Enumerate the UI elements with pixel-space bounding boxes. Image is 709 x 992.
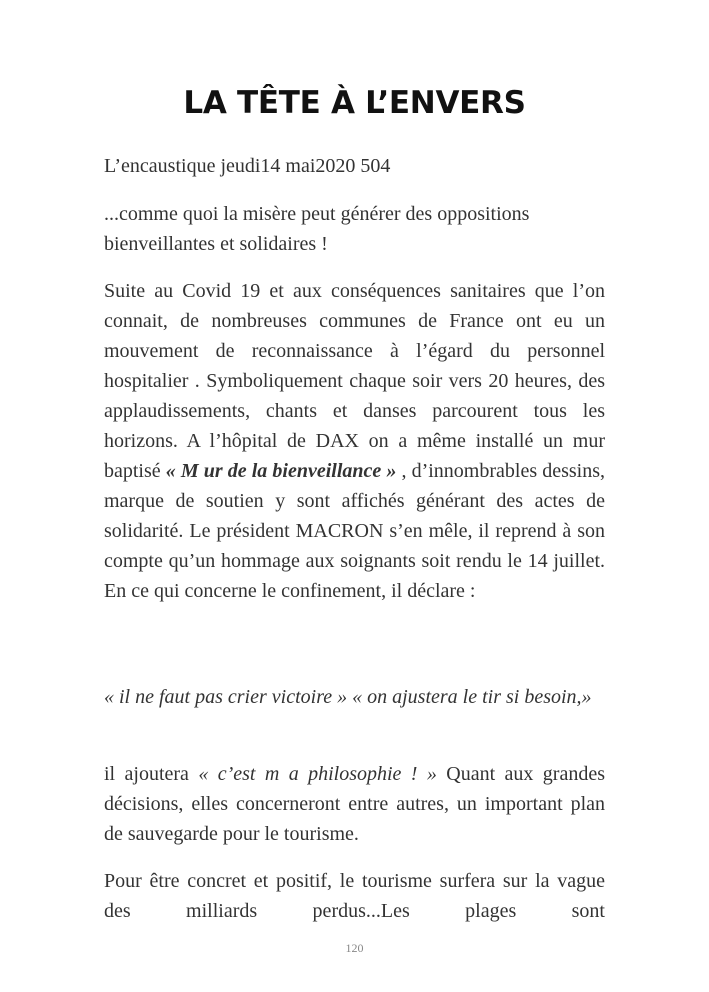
quote-paragraph xyxy=(104,682,605,712)
philosophie-paragraph xyxy=(104,759,605,849)
page-number: 120 xyxy=(345,941,364,955)
article-intro xyxy=(104,199,605,259)
dateline-text: L’encaustique jeudi14 mai2020 504 xyxy=(104,155,391,177)
philosophie-quote: « c’est m a philosophie ! » xyxy=(198,763,437,785)
page-title: LA TÊTE À L’ENVERS xyxy=(183,85,526,121)
philosophie-part-1: il ajoutera xyxy=(104,763,199,785)
philosophie-part-2: Quant aux grandes décisions, elles concerneront entre autres, un important plan de sauvegarde pour le tourisme. xyxy=(104,763,606,845)
tourisme-paragraph: Pour être concret et positif, le tourisme surfera sur la vague des milliards perdus...Les plages sont xyxy=(104,870,605,922)
intro-paragraph: ...comme quoi la misère peut générer des oppositions bienveillantes et solidaires ! xyxy=(104,203,530,255)
president-quote: « il ne faut pas crier victoire » « on ajustera le tir si besoin,» xyxy=(104,686,592,708)
article-dateline xyxy=(104,151,605,181)
covid-paragraph-part-2: , d’innombrables dessins, marque de soutien y sont affichés générant des actes de solidarité. Le président MACRON s’en mêle, il reprend à son compte qu’un hommage aux soignants soit rendu le 14 juillet. En ce qui concerne le confinement, il déclare : xyxy=(104,460,605,602)
article-quote-block xyxy=(104,682,605,712)
article-paragraph-philosophie xyxy=(104,759,605,849)
article-paragraph-tourisme xyxy=(104,866,605,926)
article-paragraph-covid xyxy=(104,276,605,606)
covid-paragraph-part-1: Suite au Covid 19 et aux conséquences sanitaires que l’on connait, de nombreuses communes de France ont eu un mouvement de reconnaissance à l’égard du personnel hospitalier . Symboliquement chaque soir vers 20 heures, des applaudissements, chants et danses parcourent tous les horizons. A l’hôpital de DAX on a même installé un mur baptisé xyxy=(104,280,605,482)
mur-de-la-bienveillance-emphasis: « M ur de la bienveillance » xyxy=(165,460,397,482)
covid-paragraph xyxy=(104,276,605,606)
